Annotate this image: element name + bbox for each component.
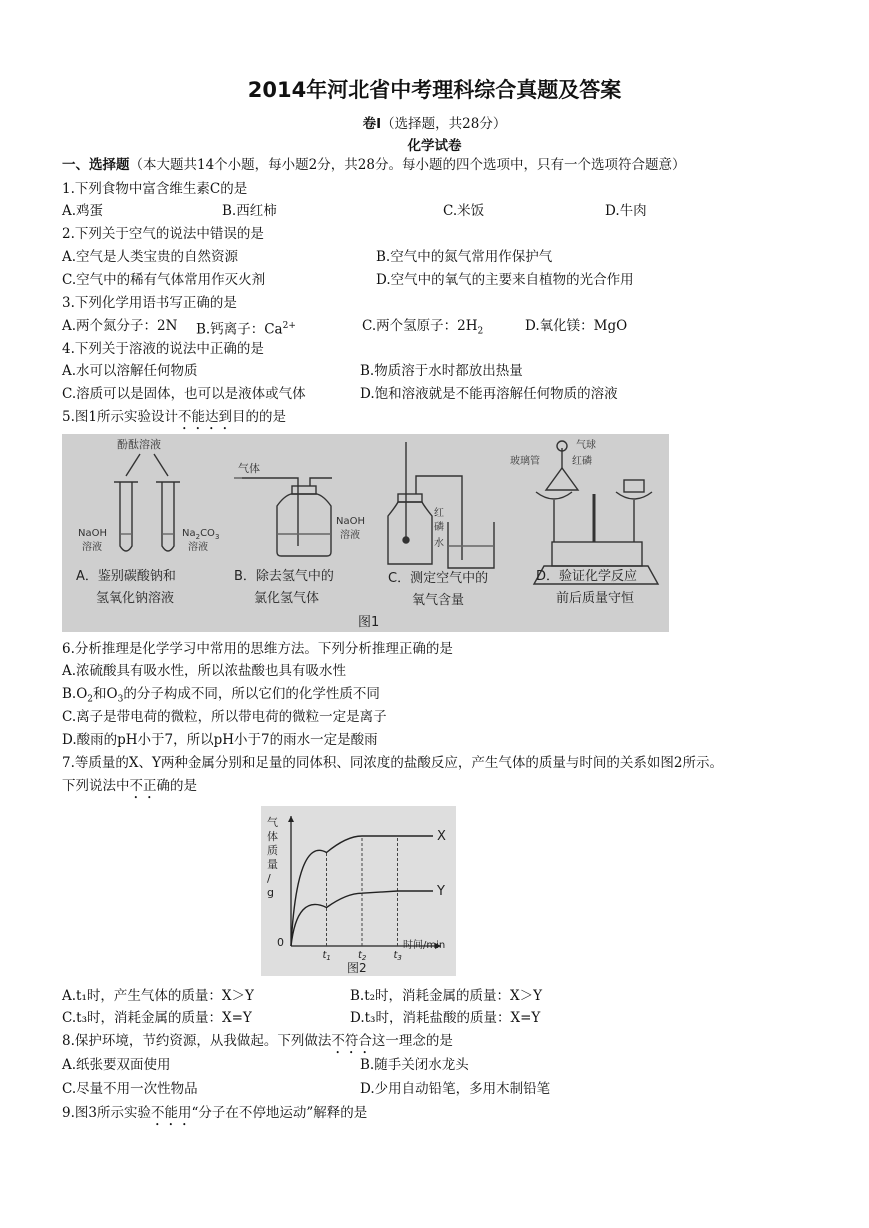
q2-option-d: D.空气中的氧气的主要来自植物的光合作用 (376, 272, 634, 288)
q1-option-a: A.鸡蛋 (62, 203, 104, 219)
q6-option-c: C.离子是带电荷的微粒，所以带电荷的微粒一定是离子 (62, 709, 387, 725)
fig1-label-glass-tube: 玻璃管 (510, 456, 540, 467)
q7-option-a: A.t₁时，产生气体的质量：X＞Y (62, 988, 254, 1004)
fig1-label-phos: 磷 (434, 522, 444, 533)
q8-stem (62, 1032, 453, 1057)
q7-option-d: D.t₃时，消耗盐酸的质量：X=Y (350, 1010, 541, 1026)
part-heading (62, 156, 685, 174)
fig1-label-red-phosphorus: 红磷 (572, 456, 592, 467)
conical-flask (546, 468, 578, 490)
fig1-caption-d1: D．验证化学反应 (536, 569, 638, 584)
fig1-caption-a1: A．鉴别碳酸钠和 (76, 569, 176, 584)
part-heading-label: 一、选择题 (62, 157, 130, 173)
q7-stem-line1: 7.等质量的X、Y两种金属分别和足量的同体积、同浓度的盐酸反应，产生气体的质量与时间的关系如图2所示。 (62, 755, 723, 771)
volume-label: 卷Ⅰ (362, 116, 382, 132)
beaker (448, 522, 494, 568)
q2-stem: 2.下列关于空气的说法中错误的是 (62, 226, 264, 242)
q8-stem-emphasis: 不符合 (331, 1033, 372, 1049)
q4-option-d: D.饱和溶液就是不能再溶解任何物质的溶液 (360, 386, 618, 402)
q5-stem-post: 目的的是 (231, 409, 286, 425)
q2-option-b: B.空气中的氮气常用作保护气 (376, 249, 553, 265)
q2-option-a: A.空气是人类宝贵的自然资源 (62, 249, 239, 265)
paper-subtitle (0, 112, 869, 132)
q3-option-b-charge: 2+ (282, 321, 296, 331)
q4-option-b: B.物质溶于水时都放出热量 (360, 363, 523, 379)
fig1-label-phenol: 酚酞溶液 (117, 438, 161, 451)
q7-stem-emphasis: 不正 (129, 778, 157, 794)
fig1-label-balloon: 气球 (576, 440, 596, 451)
fig1-caption-d2: 前后质量守恒 (556, 591, 635, 606)
y-axis-label-char: 气 (267, 816, 278, 829)
q6-b-mid: 和O (93, 686, 118, 702)
right-pan (616, 492, 652, 499)
q9-stem-post: “分子在不停地运动”解释的是 (191, 1105, 368, 1121)
fig1-caption-b1: B．除去氢气中的 (234, 569, 334, 584)
q3-stem: 3.下列化学用语书写正确的是 (62, 295, 237, 311)
q8-option-b: B.随手关闭水龙头 (360, 1057, 469, 1073)
na2co3-co: CO (200, 528, 215, 539)
left-pan (536, 492, 572, 499)
q3-option-b (196, 317, 296, 339)
q6-option-d: D.酸雨的pH小于7，所以pH小于7的雨水一定是酸雨 (62, 732, 378, 748)
y-axis-label-char: 体 (267, 830, 278, 843)
q4-stem: 4.下列关于溶液的说法中正确的是 (62, 341, 264, 357)
q5-stem-pre: 5.图1所示实验设计 (62, 409, 178, 425)
q3-option-c-subscript: 2 (477, 326, 484, 337)
fig1-caption-c1: C．测定空气中的 (388, 571, 489, 586)
series-label-X: X (437, 829, 446, 844)
q3-option-a: A.两个氮分子：2N (62, 318, 178, 334)
y-axis-label-char: 量 (267, 858, 278, 871)
q1-option-b: B.西红柿 (222, 203, 277, 219)
figure-2-chart (261, 806, 456, 976)
q1-stem: 1.下列食物中富含维生素C的是 (62, 181, 248, 197)
arrow-left (126, 454, 140, 476)
fig1-label-water: 水 (434, 538, 444, 549)
fig1-label-naoh2: NaOH (336, 516, 365, 527)
figure-1-experiments (62, 434, 669, 632)
q7-option-c: C.t₃时，消耗金属的质量：X=Y (62, 1010, 252, 1026)
page-title: 2014年河北省中考理科综合真题及答案 (247, 78, 622, 102)
q4-option-c: C.溶质可以是固体，也可以是液体或气体 (62, 386, 306, 402)
na2co3-sub1: 2 (195, 533, 201, 541)
outlet-tube (310, 478, 332, 486)
y-axis-label (267, 815, 278, 899)
y-axis-label-char: / (267, 872, 271, 885)
y-axis-arrow (288, 816, 294, 822)
origin-label: 0 (277, 936, 284, 949)
q8-option-a: A.纸张要双面使用 (62, 1057, 171, 1073)
y-axis-label-char: 质 (267, 844, 278, 857)
q1-option-d: D.牛肉 (605, 203, 647, 219)
q6-b-sub1: 2 (87, 694, 94, 705)
q3-option-c (362, 317, 483, 341)
q5-stem-emphasis: 不能达到 (177, 409, 232, 425)
test-tube-right (162, 482, 174, 551)
na2co3-sub2: 3 (214, 533, 220, 541)
fig1-label-naoh: NaOH (78, 528, 107, 539)
fig1-caption-c2: 氧气含量 (412, 593, 465, 608)
arrow-right (154, 454, 168, 476)
gas-washing-bottle (277, 494, 331, 556)
q6-option-b (62, 685, 380, 709)
tick-label-t1: $t_1$ (322, 950, 331, 962)
q7-option-b: B.t₂时，消耗金属的质量：X＞Y (350, 988, 543, 1004)
q9-stem-emphasis: 不能用 (150, 1105, 192, 1121)
q8-option-c: C.尽量不用一次性物品 (62, 1081, 198, 1097)
q6-b-sub2: 3 (117, 694, 124, 705)
inlet-tube (242, 478, 298, 546)
q8-stem-pre: 8.保护环境，节约资源，从我做起。下列做法 (62, 1033, 332, 1049)
q9-stem (62, 1104, 367, 1129)
fig1-name: 图1 (358, 615, 380, 630)
fig1-label-naoh-solution: 溶液 (82, 542, 102, 553)
tick-label-t3: $t_3$ (393, 950, 402, 962)
q8-option-d: D.少用自动铅笔，多用木制铅笔 (360, 1081, 551, 1097)
fig1-label-red: 红 (434, 508, 444, 519)
fig1-label-gas: 气体 (238, 462, 260, 475)
q6-b-post: 的分子构成不同，所以它们的化学性质不同 (123, 686, 380, 702)
part-heading-note: （本大题共14个小题，每小题2分，共28分。每小题的四个选项中，只有一个选项符合题意） (129, 157, 686, 173)
q6-stem: 6.分析推理是化学学习中常用的思维方法。下列分析推理正确的是 (62, 641, 453, 657)
fig2-caption: 图2 (347, 961, 367, 975)
q3-option-c-text: C.两个氢原子：2H (362, 318, 478, 334)
x-axis-label: 时间/min (403, 940, 446, 951)
reaction-bottle (388, 502, 432, 564)
tick-label-t2: $t_2$ (358, 950, 367, 962)
q6-b-pre: B.O (62, 686, 88, 702)
fig1-caption-b2: 氯化氢气体 (254, 591, 320, 606)
q2-option-c: C.空气中的稀有气体常用作灭火剂 (62, 272, 266, 288)
q7-stem-pre: 下列说法中 (62, 778, 130, 794)
section-title: 化学试卷 (407, 138, 462, 154)
q4-option-a: A.水可以溶解任何物质 (62, 363, 198, 379)
q7-stem-post: 确的是 (156, 778, 197, 794)
fig1-label-na2co3-solution: 溶液 (188, 542, 208, 553)
series-label-Y: Y (437, 884, 445, 899)
q9-stem-pre: 9.图3所示实验 (62, 1105, 151, 1121)
q5-stem (62, 408, 286, 433)
q1-option-c: C.米饭 (443, 203, 485, 219)
q3-option-b-text: B.钙离子：Ca (196, 321, 283, 338)
y-axis-label-char: g (267, 886, 274, 899)
fig1-label-na2co3 (182, 528, 219, 541)
q6-option-a: A.浓硫酸具有吸水性，所以浓盐酸也具有吸水性 (62, 663, 347, 679)
volume-note: （选择题，共28分） (381, 116, 507, 132)
q7-stem-line2 (62, 777, 197, 802)
fig1-label-naoh2-solution: 溶液 (340, 530, 360, 541)
test-tube-left (120, 482, 132, 551)
q3-option-d: D.氧化镁：MgO (525, 318, 628, 334)
na2co3-na: Na (182, 528, 196, 539)
q8-stem-post: 这一理念的是 (371, 1033, 453, 1049)
fig1-caption-a2: 氢氧化钠溶液 (96, 591, 175, 606)
